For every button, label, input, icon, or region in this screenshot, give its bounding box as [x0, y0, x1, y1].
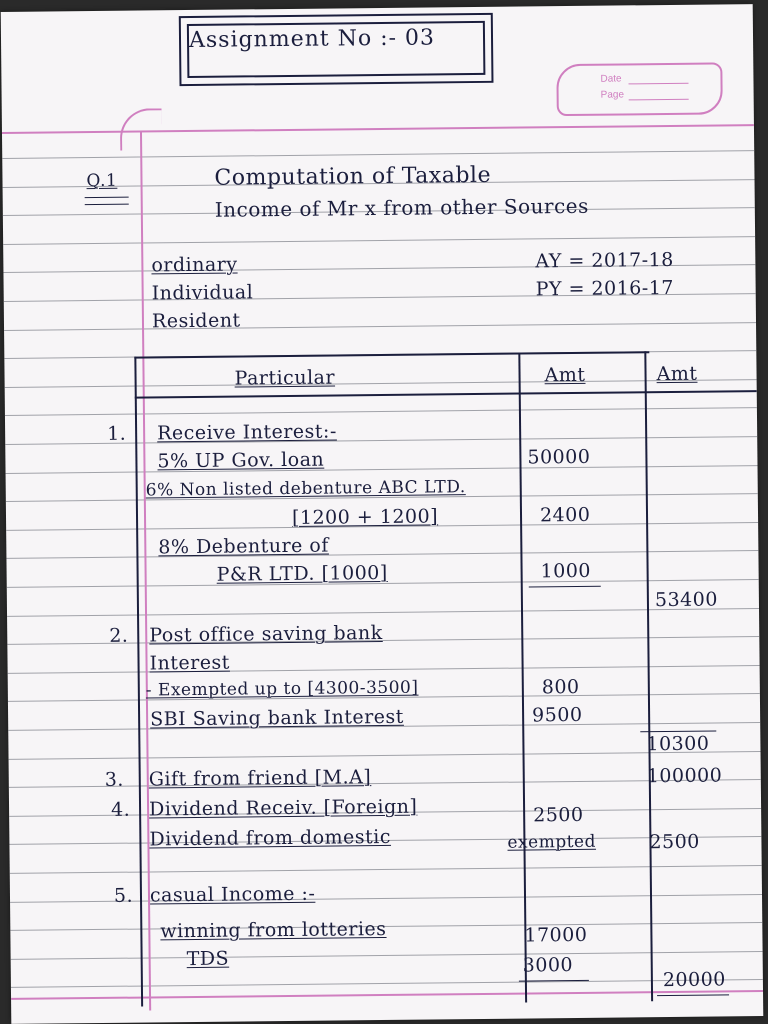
- item-1b-detail: [1200 + 1200]: [291, 505, 439, 529]
- ruled-line: [3, 236, 755, 245]
- date-line: [629, 83, 689, 85]
- header-amt-1: Amt: [544, 363, 586, 387]
- item-4b-label: Dividend from domestic: [149, 825, 392, 851]
- item-5b-amount: 3000: [522, 954, 574, 977]
- item-1a-amount: 50000: [527, 445, 591, 469]
- item-5a-amount: 17000: [524, 923, 588, 947]
- item-number-3: 3.: [104, 768, 125, 791]
- question-label-underline: [85, 197, 129, 205]
- item-1b-label: 6% Non listed debenture ABC LTD.: [145, 477, 466, 501]
- item-1-sum-line: [529, 586, 601, 588]
- top-margin-line: [2, 124, 754, 134]
- date-label: Date: [600, 73, 622, 85]
- item-5-total: 20000: [662, 968, 726, 992]
- item-2b-label: SBI Saving bank Interest: [150, 705, 404, 731]
- table-col-divider-2: [644, 351, 653, 1001]
- item-1c-amount: 1000: [540, 559, 592, 583]
- ruled-line: [4, 322, 756, 331]
- item-5-total-underline: [657, 994, 729, 996]
- margin-corner-curve: [120, 108, 162, 150]
- table-left-border: [134, 357, 143, 1007]
- status-ordinary: ordinary: [151, 253, 238, 277]
- item-5a-label: winning from lotteries: [160, 917, 387, 943]
- question-label: Q.1: [86, 170, 118, 192]
- heading-line-1: Computation of Taxable: [214, 162, 492, 191]
- status-individual: Individual: [151, 281, 254, 305]
- table-top-border: [134, 351, 649, 358]
- item-number-2: 2.: [109, 624, 129, 647]
- ruled-line: [2, 150, 754, 159]
- item-number-5: 5.: [113, 884, 134, 907]
- item-1-total: 53400: [654, 588, 718, 612]
- assignment-title: Assignment No :- 03: [188, 25, 436, 53]
- item-2-title-2: Interest: [149, 651, 231, 675]
- notebook-page: [1, 4, 764, 1024]
- status-resident: Resident: [151, 309, 241, 333]
- page-label: Page: [600, 89, 625, 101]
- table-col-divider-1: [518, 353, 527, 1003]
- item-2-title: Post office saving bank: [149, 621, 383, 647]
- item-5b-label: TDS: [186, 947, 230, 971]
- ruled-lines: [1, 4, 753, 12]
- item-1b-amount: 2400: [539, 503, 591, 527]
- item-5-title: casual Income :-: [149, 882, 316, 907]
- header-amt-2: Amt: [656, 362, 698, 386]
- item-number-1: 1.: [107, 422, 127, 445]
- item-4a-amount: 2500: [533, 803, 584, 827]
- item-3-total: 100000: [646, 764, 723, 788]
- page-line: [629, 99, 689, 101]
- item-1a-label: 5% UP Gov. loan: [157, 448, 325, 473]
- item-4a-label: Dividend Receiv. [Foreign]: [148, 795, 418, 821]
- item-number-4: 4.: [110, 798, 131, 821]
- previous-year: PY = 2016-17: [535, 276, 675, 301]
- item-1-title: Receive Interest:-: [157, 420, 337, 445]
- item-2-total: 10300: [646, 732, 710, 756]
- item-2b-amount: 9500: [532, 703, 583, 727]
- item-1c-label: 8% Debenture of: [158, 534, 329, 559]
- header-particular: Particular: [234, 366, 336, 390]
- item-2a-amount: 800: [541, 675, 580, 699]
- item-1c-detail: P&R LTD. [1000]: [216, 561, 388, 586]
- heading-line-2: Income of Mr x from other Sources: [214, 193, 589, 222]
- date-page-stamp: [556, 62, 723, 116]
- table-header-bottom-border: [135, 390, 757, 399]
- item-3-label: Gift from friend [M.A]: [148, 766, 372, 791]
- item-2a-label: - Exempted up to [4300-3500]: [145, 677, 419, 701]
- item-4-total: 2500: [649, 830, 700, 854]
- assessment-year: AY = 2017-18: [535, 248, 674, 273]
- assignment-title-box: [179, 13, 494, 86]
- item-4b-amount: exempted: [507, 831, 597, 853]
